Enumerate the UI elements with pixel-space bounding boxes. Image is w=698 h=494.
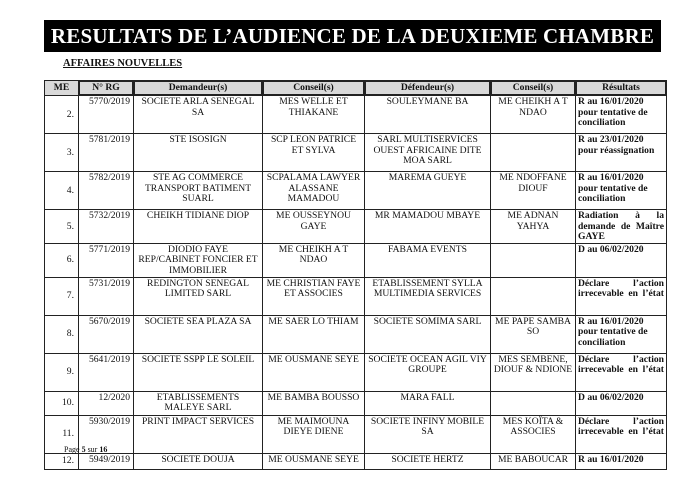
cell-conseil-demandeur: SCPALAMA LAWYER ALASSANE MAMADOU — [263, 172, 365, 210]
cell-defendeur: ETABLISSEMENT SYLLA MULTIMEDIA SERVICES — [365, 277, 491, 315]
cell-demandeur: ETABLISSEMENTS MALEYE SARL — [134, 391, 263, 415]
cell-defendeur: SOCIETE OCEAN AGIL VIY GROUPE — [365, 353, 491, 391]
cell-conseil-demandeur: ME CHRISTIAN FAYE ET ASSOCIES — [263, 277, 365, 315]
table-header-row — [45, 81, 667, 96]
cell-resultat: Radiation à la demande de Maître GAYE — [576, 210, 667, 244]
col-header-demandeur: Demandeur(s) — [134, 81, 263, 96]
footer-page-number: 5 — [81, 445, 86, 454]
cell-conseil-demandeur: SCP LEON PATRICE ET SYLVA — [263, 134, 365, 172]
table-row — [45, 134, 667, 172]
cell-demandeur: REDINGTON SENEGAL LIMITED SARL — [134, 277, 263, 315]
cell-demandeur: DIODIO FAYE REP/CABINET FONCIER ET IMMOBILIER — [134, 243, 263, 277]
cell-conseil-demandeur: ME OUSSEYNOU GAYE — [263, 210, 365, 244]
cell-conseil-demandeur: ME SAER LO THIAM — [263, 315, 365, 353]
cell-resultat: R au 16/01/2020 pour tentative de conciliation — [576, 315, 667, 353]
page-title: RESULTATS DE L’AUDIENCE DE LA DEUXIEME CHAMBRE — [44, 20, 661, 52]
cell-row-number: 11. — [45, 415, 79, 453]
cell-demandeur: STE ISOSIGN — [134, 134, 263, 172]
cell-rg-number: 5930/2019 — [79, 415, 134, 453]
cell-row-number: 9. — [45, 353, 79, 391]
cell-resultat: D au 06/02/2020 — [576, 243, 667, 277]
cell-conseil-demandeur: MES WELLE ET THIAKANE — [263, 96, 365, 134]
cell-row-number: 7. — [45, 277, 79, 315]
cell-defendeur: SOCIETE SOMIMA SARL — [365, 315, 491, 353]
cell-rg-number: 5731/2019 — [79, 277, 134, 315]
cell-row-number: 4. — [45, 172, 79, 210]
cell-row-number: 2. — [45, 96, 79, 134]
col-header-resultats: Résultats — [576, 81, 667, 96]
cell-rg-number: 5770/2019 — [79, 96, 134, 134]
cell-rg-number: 5782/2019 — [79, 172, 134, 210]
cell-demandeur: STE AG COMMERCE TRANSPORT BATIMENT SUARL — [134, 172, 263, 210]
cell-row-number: 6. — [45, 243, 79, 277]
table-row — [45, 277, 667, 315]
cell-row-number: 12. — [45, 453, 79, 469]
cell-resultat: R au 16/01/2020 pour tentative de conciliation — [576, 172, 667, 210]
results-table — [44, 80, 667, 470]
cell-rg-number: 5670/2019 — [79, 315, 134, 353]
footer-prefix: Page — [64, 445, 82, 454]
table-row — [45, 453, 667, 469]
cell-conseil-demandeur: ME MAIMOUNA DIEYE DIENE — [263, 415, 365, 453]
footer-middle: sur — [85, 445, 100, 454]
cell-resultat: D au 06/02/2020 — [576, 391, 667, 415]
cell-conseil-demandeur: ME CHEIKH A T NDAO — [263, 243, 365, 277]
col-header-rg: N° RG — [79, 81, 134, 96]
table-row — [45, 415, 667, 453]
cell-defendeur: MR MAMADOU MBAYE — [365, 210, 491, 244]
cell-row-number: 3. — [45, 134, 79, 172]
table-row — [45, 315, 667, 353]
col-header-conseil-defendeur: Conseil(s) — [491, 81, 576, 96]
table-row — [45, 172, 667, 210]
cell-resultat: R au 23/01/2020 pour réassignation — [576, 134, 667, 172]
table-row — [45, 243, 667, 277]
table-row — [45, 96, 667, 134]
cell-rg-number: 5949/2019 — [79, 453, 134, 469]
cell-demandeur: SOCIETE DOUJA — [134, 453, 263, 469]
cell-conseil-demandeur: ME OUSMANE SEYE — [263, 453, 365, 469]
cell-conseil-demandeur: ME BAMBA BOUSSO — [263, 391, 365, 415]
col-header-me: ME — [45, 81, 79, 96]
cell-demandeur: SOCIETE SSPP LE SOLEIL — [134, 353, 263, 391]
col-header-conseil-demandeur: Conseil(s) — [263, 81, 365, 96]
cell-defendeur: SARL MULTISERVICES OUEST AFRICAINE DITE MOA SARL — [365, 134, 491, 172]
cell-demandeur: CHEIKH TIDIANE DIOP — [134, 210, 263, 244]
cell-resultat: Déclare l’action irrecevable en l’état — [576, 277, 667, 315]
table-row — [45, 391, 667, 415]
cell-conseil-defendeur: ME BABOUCAR — [491, 453, 576, 469]
cell-conseil-defendeur: ME PAPE SAMBA SO — [491, 315, 576, 353]
cell-row-number: 8. — [45, 315, 79, 353]
table-row — [45, 210, 667, 244]
cell-rg-number: 5771/2019 — [79, 243, 134, 277]
cell-conseil-defendeur: MES KOÏTA & ASSOCIES — [491, 415, 576, 453]
cell-conseil-defendeur — [491, 134, 576, 172]
cell-conseil-defendeur — [491, 243, 576, 277]
cell-defendeur: MAREMA GUEYE — [365, 172, 491, 210]
cell-demandeur: SOCIETE ARLA SENEGAL SA — [134, 96, 263, 134]
cell-conseil-demandeur: ME OUSMANE SEYE — [263, 353, 365, 391]
cell-resultat: Déclare l’action irrecevable en l’état — [576, 353, 667, 391]
cell-rg-number: 5641/2019 — [79, 353, 134, 391]
cell-demandeur: SOCIETE SEA PLAZA SA — [134, 315, 263, 353]
cell-defendeur: SOULEYMANE BA — [365, 96, 491, 134]
cell-conseil-defendeur — [491, 391, 576, 415]
cell-defendeur: SOCIETE HERTZ — [365, 453, 491, 469]
cell-resultat: R au 16/01/2020 — [576, 453, 667, 469]
cell-defendeur: SOCIETE INFINY MOBILE SA — [365, 415, 491, 453]
cell-conseil-defendeur: ME ADNAN YAHYA — [491, 210, 576, 244]
cell-row-number: 5. — [45, 210, 79, 244]
cell-defendeur: FABAMA EVENTS — [365, 243, 491, 277]
cell-conseil-defendeur: ME NDOFFANE DIOUF — [491, 172, 576, 210]
cell-row-number: 10. — [45, 391, 79, 415]
section-heading: AFFAIRES NOUVELLES — [63, 58, 183, 69]
cell-resultat: R au 16/01/2020 pour tentative de conciliation — [576, 96, 667, 134]
page-footer — [64, 445, 107, 454]
col-header-defendeur: Défendeur(s) — [365, 81, 491, 96]
cell-resultat: Déclare l’action irrecevable en l’état — [576, 415, 667, 453]
footer-page-total: 16 — [99, 445, 108, 454]
cell-conseil-defendeur — [491, 277, 576, 315]
cell-defendeur: MARA FALL — [365, 391, 491, 415]
table-row — [45, 353, 667, 391]
cell-conseil-defendeur: ME CHEIKH A T NDAO — [491, 96, 576, 134]
cell-demandeur: PRINT IMPACT SERVICES — [134, 415, 263, 453]
cell-rg-number: 5781/2019 — [79, 134, 134, 172]
cell-rg-number: 12/2020 — [79, 391, 134, 415]
cell-conseil-defendeur: MES SEMBENE, DIOUF & NDIONE — [491, 353, 576, 391]
cell-rg-number: 5732/2019 — [79, 210, 134, 244]
